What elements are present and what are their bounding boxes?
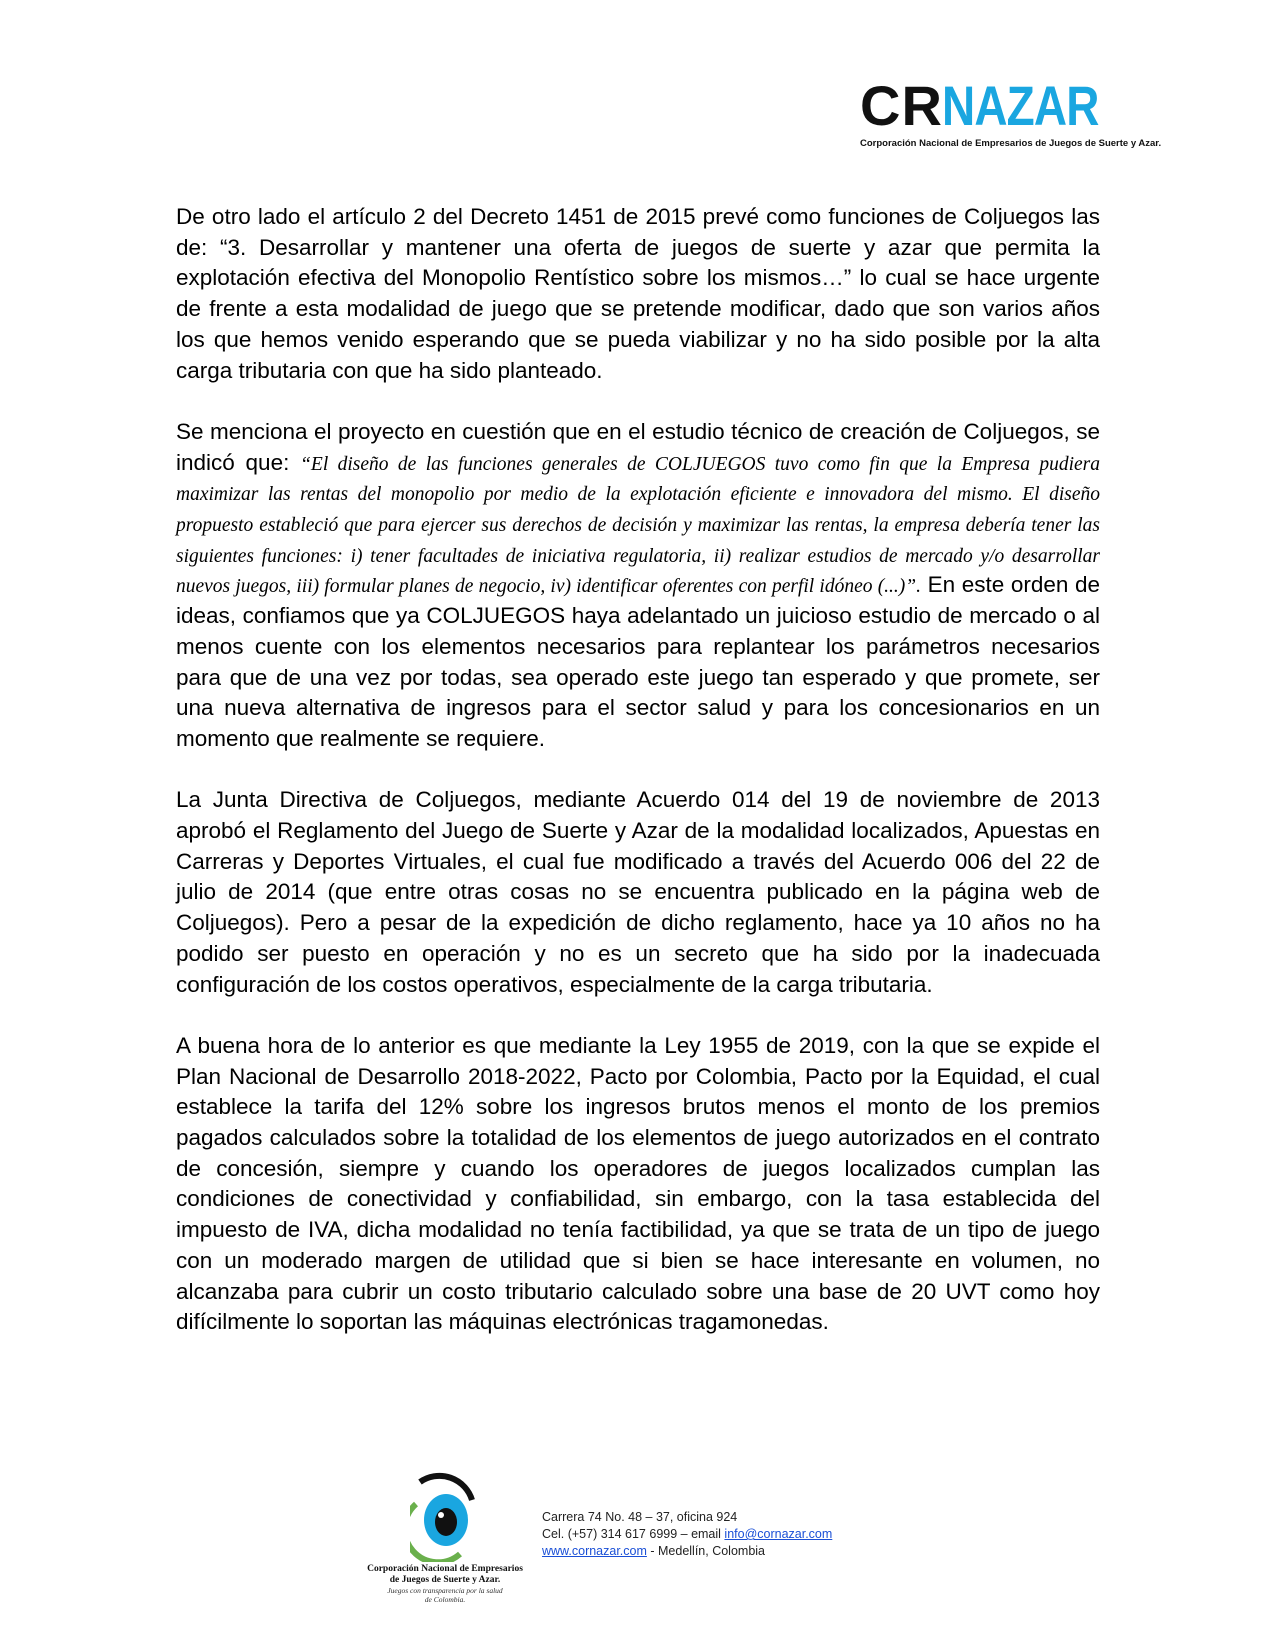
header-logo (860, 74, 1162, 158)
logo-letters-nazar: NAZAR (941, 74, 1099, 137)
email-link[interactable]: info@cornazar.com (724, 1527, 833, 1541)
paragraph-2-quote: “El diseño de las funciones generales de COLJUEGOS tuvo como fin que la Empresa pudiera maximizar las rentas del monopolio por medio de la explotación eficiente e innovadora del mismo. El diseño propuesto estableció que para ejercer sus derechos de decisión y maximizar las rentas, la empresa debería tener las siguientes funciones: i) tener facultades de iniciativa regulatoria, ii) realizar estudios de mercado y/o desarrollar nuevos juegos, iii) formular planes de negocio, iv) identificar oferentes con perfil idóneo (...)”. (176, 453, 1100, 598)
footer-org-line-1: Corporación Nacional de Empresarios (367, 1564, 523, 1574)
footer-org-line-2: de Juegos de Suerte y Azar. (389, 1575, 501, 1585)
paragraph-3: La Junta Directiva de Coljuegos, mediante Acuerdo 014 del 19 de noviembre de 2013 aprobó el Reglamento del Juego de Suerte y Azar de la modalidad localizados, Apuestas en Carreras y Deportes Virtuales, el cual fue modificado a través del Acuerdo 006 del 22 de julio de 2014 (que entre otras cosas no se encuentra publicado en la página web de Coljuegos). Pero a pesar de la expedición de dicho reglamento, hace ya 10 años no ha podido ser puesto en operación y no es un secreto que ha sido por la inadecuada configuración de los costos operativos, especialmente de la carga tributaria. (176, 787, 1100, 997)
footer-address: Carrera 74 No. 48 – 37, oficina 924 (542, 1510, 738, 1524)
footer-logo (360, 1470, 530, 1640)
footer-motto-line-2: de Colombia. (424, 1595, 466, 1604)
footer-phone-email (542, 1526, 832, 1543)
logo-tagline: Corporación Nacional de Empresarios de Juegos de Suerte y Azar. (860, 138, 1162, 149)
logo-letter-c: C (860, 74, 900, 137)
footer-city: - Medellín, Colombia (646, 1544, 766, 1558)
paragraph-2-rest: En este orden de ideas, confiamos que ya COLJUEGOS haya adelantado un juicioso estudio de mercado o al menos cuente con los elementos necesarios para replantear los parámetros necesarios para que de una vez por todas, sea operado este juego tan esperado y que promete, ser una nueva alternativa de ingresos para el sector salud y para los concesionarios en un momento que realmente se requiere. (176, 572, 1100, 751)
website-link[interactable]: www.cornazar.com (542, 1544, 647, 1558)
paragraph-4: A buena hora de lo anterior es que mediante la Ley 1955 de 2019, con la que se expide el Plan Nacional de Desarrollo 2018-2022, Pacto por Colombia, Pacto por la Equidad, el cual establece la tarifa del 12% sobre los ingresos brutos menos el monto de los premios pagados calculados sobre la totalidad de los elementos de juego autorizados en el contrato de concesión, siempre y cuando los operadores de juegos localizados cumplan las condiciones de conectividad y confiabilidad, sin embargo, con la tasa establecida del impuesto de IVA, dicha modalidad no tenía factibilidad, ya que se trata de un tipo de juego con un moderado margen de utilidad que si bien se hace interesante en volumen, no alcanzaba para cubrir un costo tributario calculado sobre una base de 20 UVT como hoy difícilmente lo soportan las máquinas electrónicas tragamonedas. (176, 1032, 1100, 1335)
letter-body (176, 202, 1100, 1369)
footer-web (542, 1543, 832, 1560)
paragraph-1: De otro lado el artículo 2 del Decreto 1451 de 2015 prevé como funciones de Coljuegos las de: “3. Desarrollar y mantener una oferta de juegos de suerte y azar que permita la explotación efectiva del Monopolio Rentístico sobre los mismos…” lo cual se hace urgente de frente a esta modalidad de juego que se pretende modificar, dado que son varios años los que hemos venido esperando que se pueda viabilizar y no ha sido posible por la alta carga tributaria con que ha sido planteado. (176, 204, 1100, 383)
logo-letter-r: R (901, 74, 942, 137)
footer-eye-icon (410, 1470, 480, 1562)
paragraph-2 (176, 417, 1100, 755)
paragraph-2-intro: Se menciona el proyecto en cuestión que en el estudio técnico de creación de Coljuegos, se indicó que: (176, 418, 1100, 475)
footer-org-name (360, 1564, 530, 1586)
footer-phone: Cel. (+57) 314 617 6999 – email (542, 1527, 725, 1541)
footer-motto-line-1: Juegos con transparencia por la salud (387, 1586, 503, 1595)
footer-contact (542, 1509, 832, 1560)
logo-wordmark (860, 74, 1100, 137)
footer-motto (360, 1586, 530, 1604)
